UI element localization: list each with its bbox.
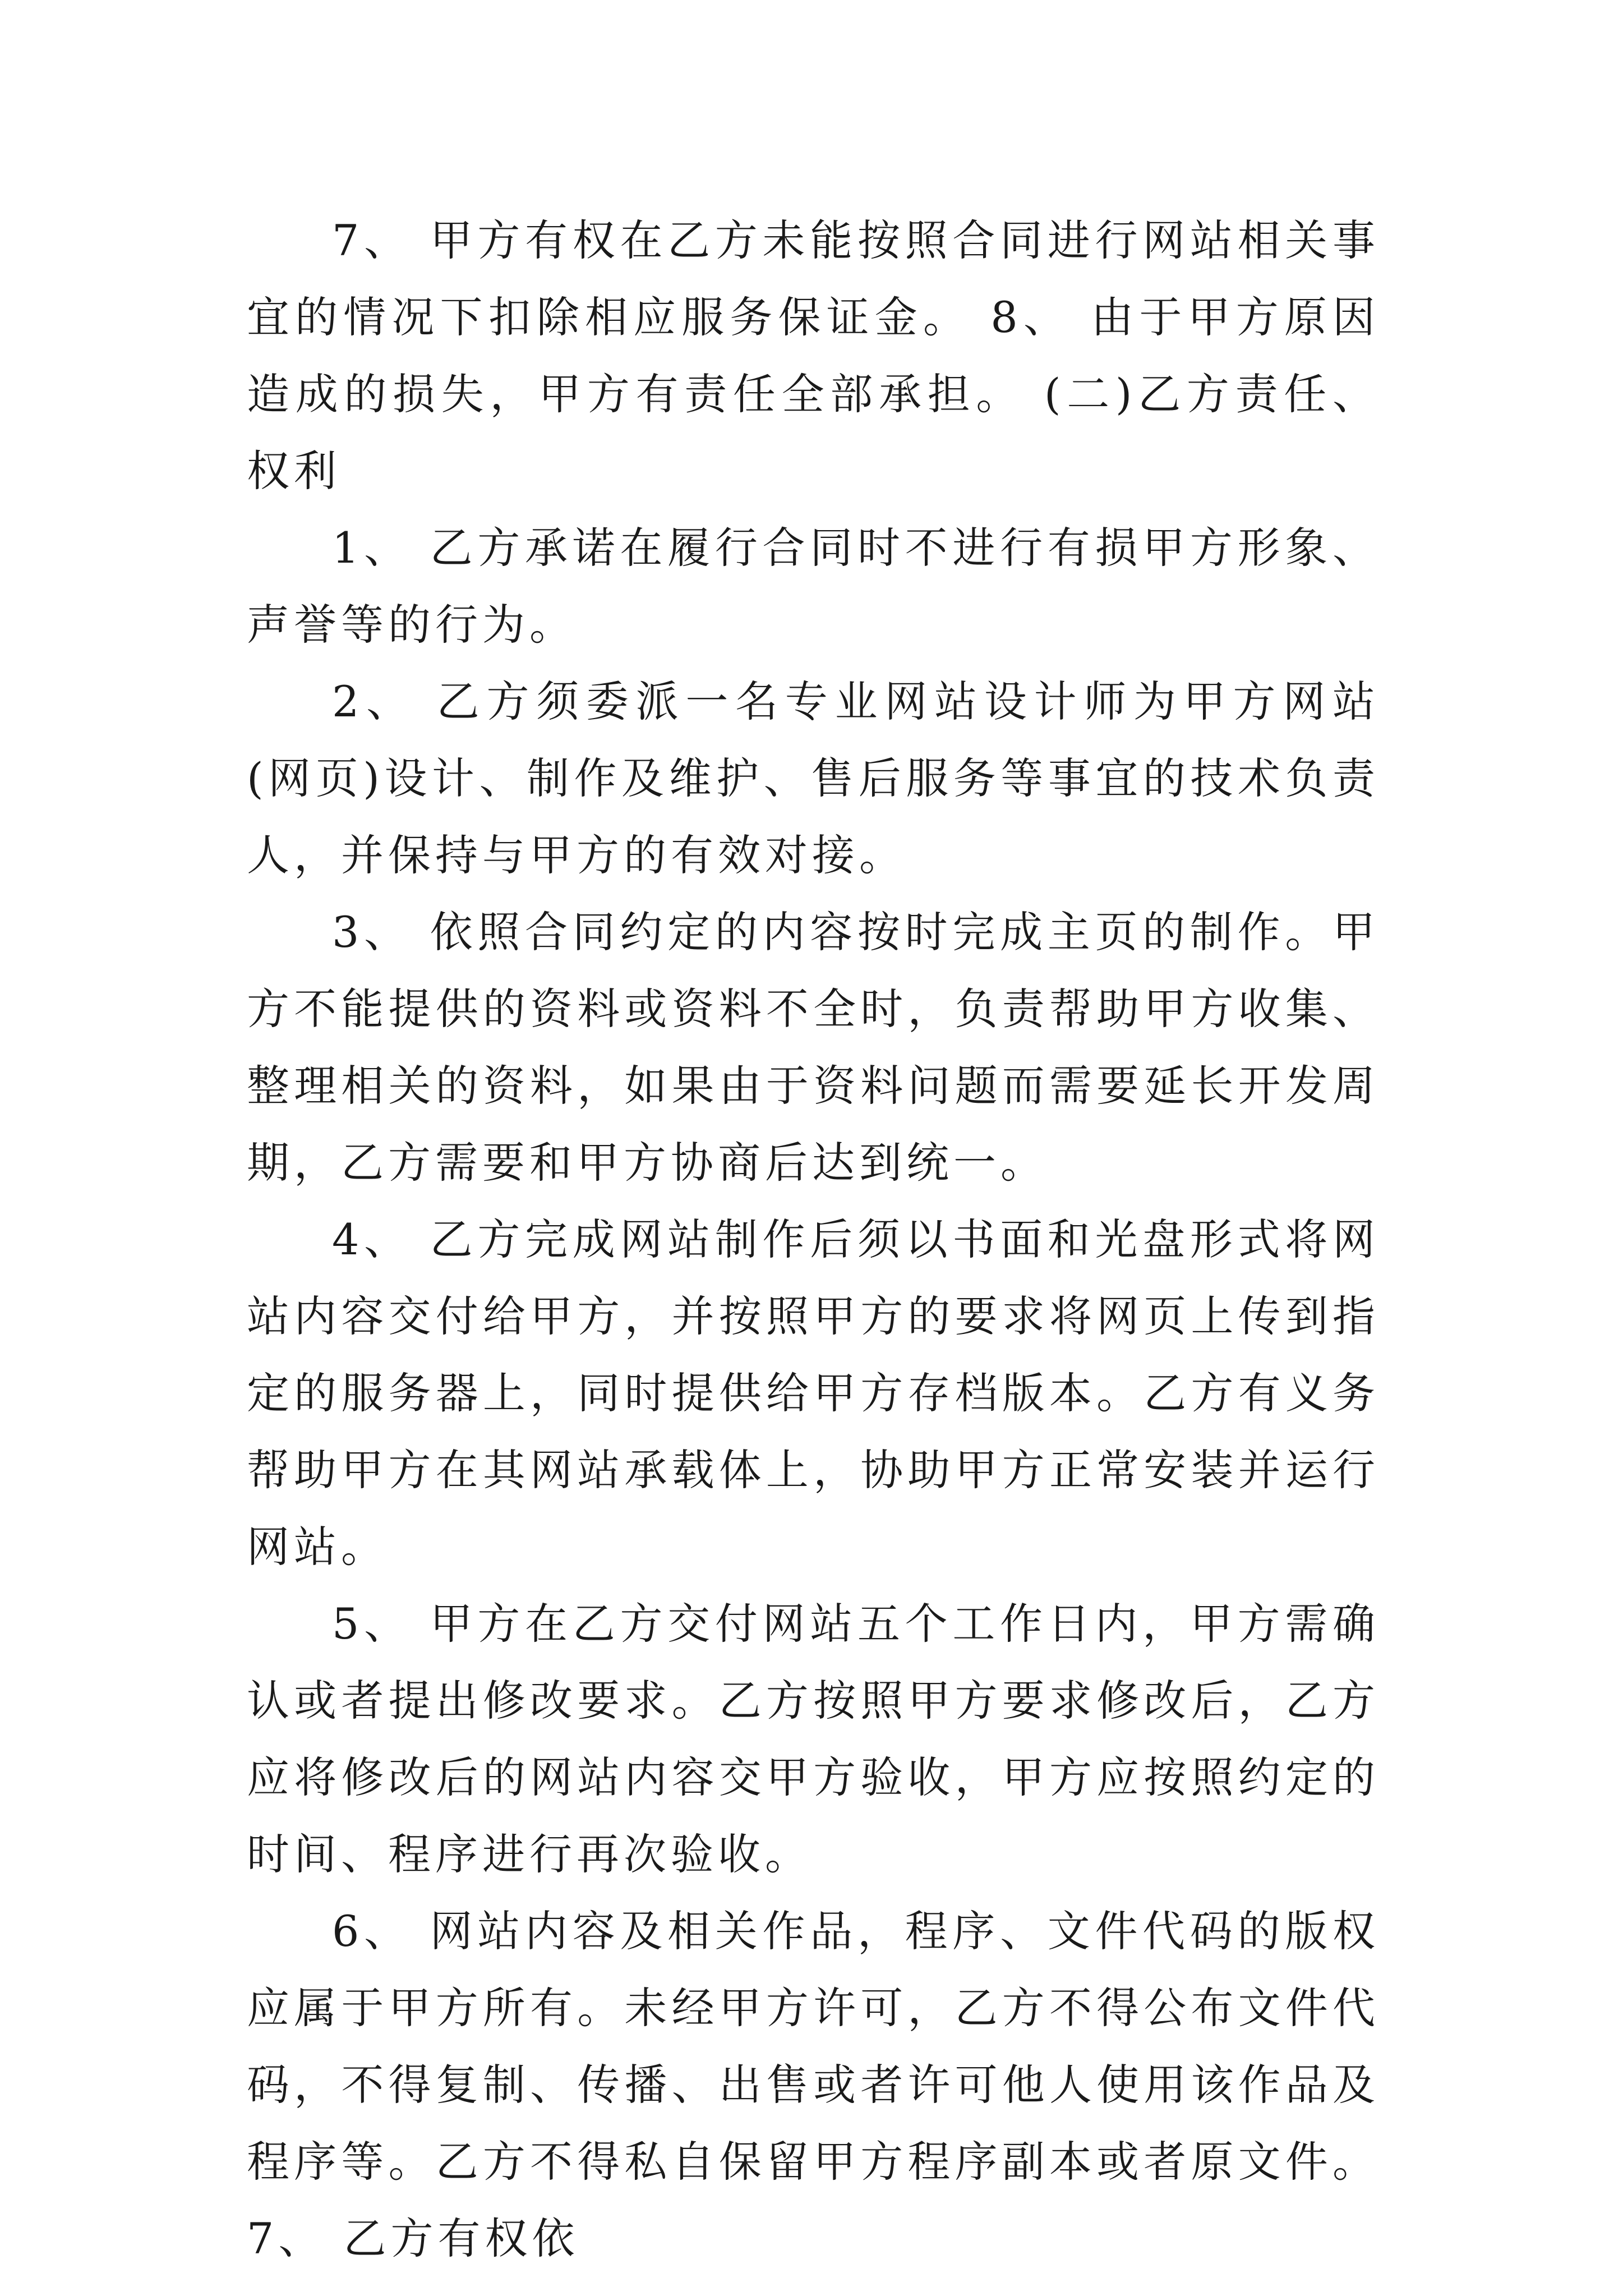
paragraph-6: 5、 甲方在乙方交付网站五个工作日内，甲方需确认或者提出修改要求。乙方按照甲方要求修改后，乙方应将修改后的网站内容交甲方验收，甲方应按照约定的时间、程序进行再次验收。: [247, 1599, 1380, 1879]
paragraph-2: 1、 乙方承诺在履行合同时不进行有损甲方形象、声誉等的行为。: [247, 523, 1380, 650]
paragraph-4: 3、 依照合同约定的内容按时完成主页的制作。甲方不能提供的资料或资料不全时，负责帮助甲方收集、整理相关的资料，如果由于资料问题而需要延长开发周期，乙方需要和甲方协商后达到统一。: [247, 907, 1380, 1188]
paragraph-1: 7、 甲方有权在乙方未能按照合同进行网站相关事宜的情况下扣除相应服务保证金。 8、 由于甲方原因造成的损失，甲方有责任全部承担。 (二)乙方责任、权利: [247, 215, 1380, 496]
paragraph-3: 2、 乙方须委派一名专业网站设计师为甲方网站(网页)设计、制作及维护、售后服务等事宜的技术负责人，并保持与甲方的有效对接。: [247, 677, 1380, 880]
paragraph-7: 6、 网站内容及相关作品，程序、文件代码的版权应属于甲方所有。未经甲方许可，乙方不得公布文件代码，不得复制、传播、出售或者许可他人使用该作品及程序等。乙方不得私自保留甲方程序副本或者原文件。 7、 乙方有权依: [247, 1906, 1380, 2263]
paragraph-5: 4、 乙方完成网站制作后须以书面和光盘形式将网站内容交付给甲方，并按照甲方的要求将网页上传到指定的服务器上，同时提供给甲方存档版本。乙方有义务帮助甲方在其网站承载体上，协助甲方正常安装并运行网站。: [247, 1214, 1380, 1572]
document-body: [247, 202, 1380, 2277]
